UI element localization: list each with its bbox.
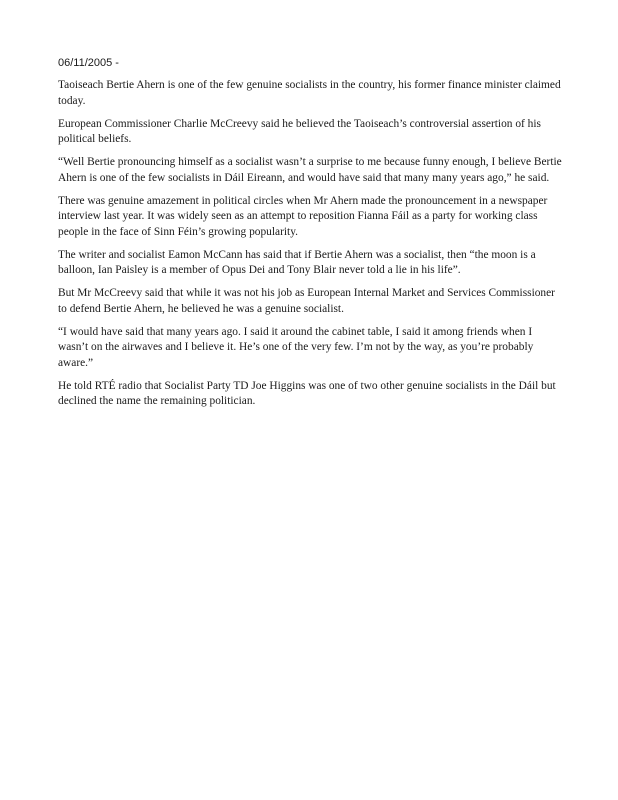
paragraph-8: He told RTÉ radio that Socialist Party TD Joe Higgins was one of two other genuine socialists in the Dáil but declined the name the remaining politician. [58, 379, 556, 407]
paragraph-1: Taoiseach Bertie Ahern is one of the few genuine socialists in the country, his former finance minister claimed today. [58, 79, 561, 107]
paragraph-2: European Commissioner Charlie McCreevy said he believed the Taoiseach’s controversial assertion of his political beliefs. [58, 117, 541, 145]
document-date: 06/11/2005 - [58, 57, 119, 69]
paragraph-7: “I would have said that many years ago. I said it around the cabinet table, I said it among friends when I wasn’t on the airwaves and I believe it. He’s one of the very few. I’m not by the way, as you’re probably aware.” [58, 325, 534, 369]
paragraph-5: The writer and socialist Eamon McCann has said that if Bertie Ahern was a socialist, then “the moon is a balloon, Ian Paisley is a member of Opus Dei and Tony Blair never told a lie in his life”. [58, 248, 536, 276]
paragraph-3: “Well Bertie pronouncing himself as a socialist wasn’t a surprise to me because funny enough, I believe Bertie Ahern is one of the few socialists in Dáil Eireann, and would have said that many many years ago,” he said. [58, 156, 562, 184]
paragraph-6: But Mr McCreevy said that while it was not his job as European Internal Market and Services Commissioner to defend Bertie Ahern, he believed he was a genuine socialist. [58, 287, 555, 315]
document-page [58, 56, 563, 417]
paragraph-4: There was genuine amazement in political circles when Mr Ahern made the pronouncement in a newspaper interview last year. It was widely seen as an attempt to reposition Fianna Fáil as a party for working class people in the face of Sinn Féin’s growing popularity. [58, 194, 548, 238]
